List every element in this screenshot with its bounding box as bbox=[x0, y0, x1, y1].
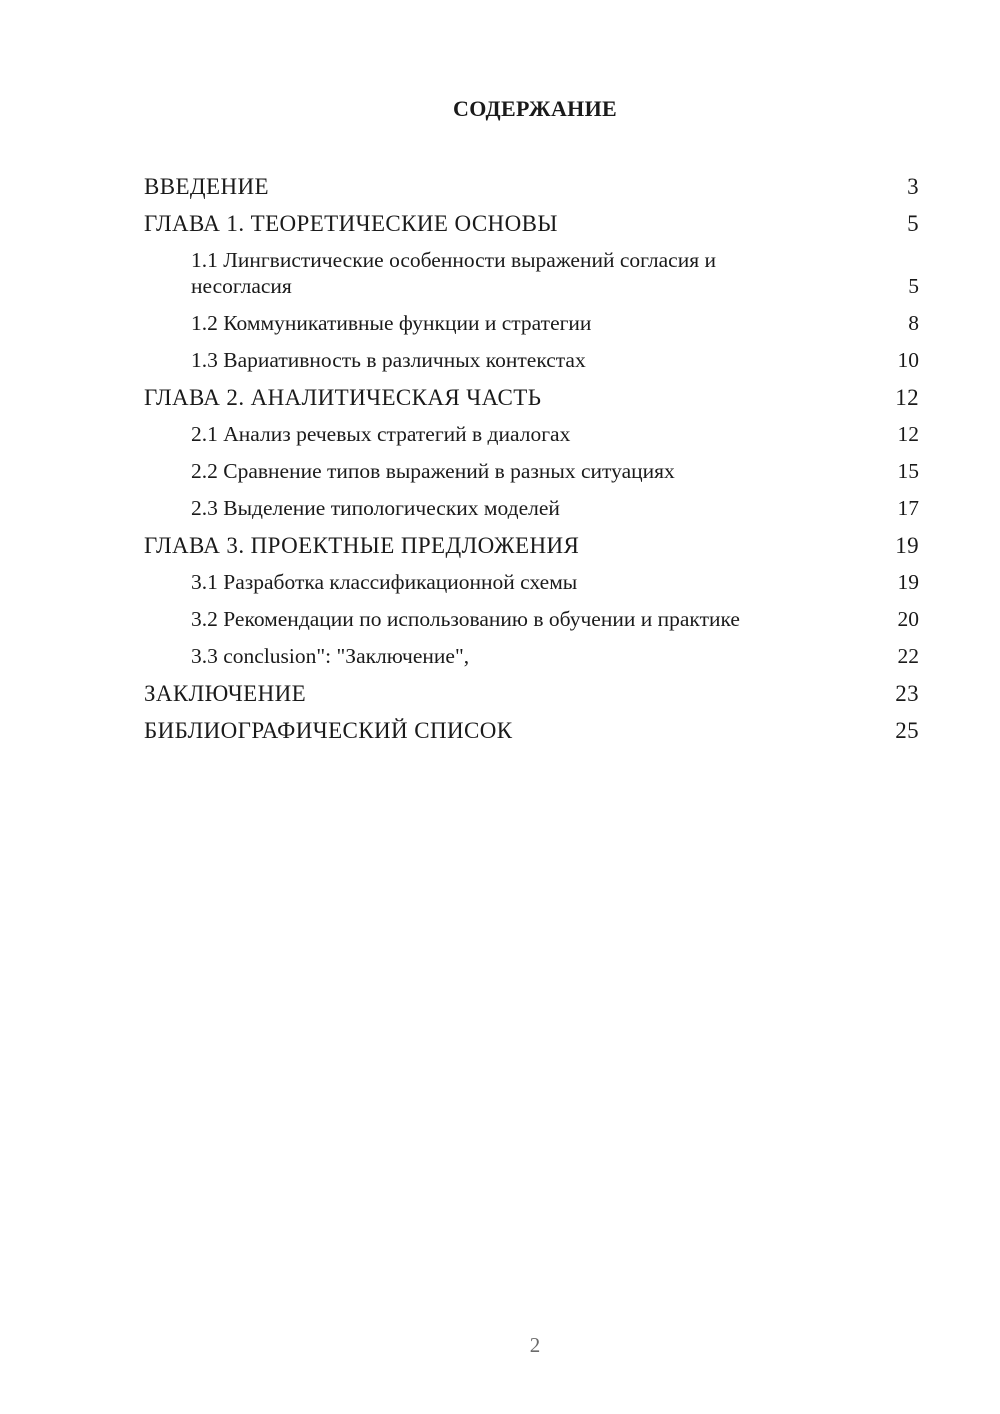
toc-entry-page: 25 bbox=[895, 718, 919, 743]
page-title: СОДЕРЖАНИЕ bbox=[453, 96, 617, 121]
toc-entry-section-2-2[interactable] bbox=[144, 453, 919, 490]
toc-entry-section-2-1[interactable] bbox=[144, 416, 919, 453]
page-number: 2 bbox=[529, 1333, 541, 1357]
toc-entry-bibliography[interactable] bbox=[144, 712, 919, 749]
toc-entry-page: 10 bbox=[897, 348, 919, 372]
table-of-contents bbox=[144, 168, 919, 749]
toc-entry-page: 3 bbox=[907, 174, 919, 199]
toc-entry-label: БИБЛИОГРАФИЧЕСКИЙ СПИСОК bbox=[144, 718, 513, 743]
toc-entry-chapter-2[interactable] bbox=[144, 379, 919, 416]
toc-entry-label: 1.2 Коммуникативные функции и стратегии bbox=[191, 311, 592, 335]
toc-entry-section-1-3[interactable] bbox=[144, 342, 919, 379]
toc-entry-chapter-1[interactable] bbox=[144, 205, 919, 242]
toc-entry-page: 22 bbox=[897, 644, 919, 668]
toc-entry-label: 2.3 Выделение типологических моделей bbox=[191, 496, 560, 520]
toc-entry-section-3-3[interactable] bbox=[144, 638, 919, 675]
toc-entry-label: 3.3 conclusion": "Заключение", bbox=[191, 644, 470, 668]
toc-entry-label: 2.1 Анализ речевых стратегий в диалогах bbox=[191, 422, 571, 446]
toc-entry-chapter-3[interactable] bbox=[144, 527, 919, 564]
toc-entry-conclusion[interactable] bbox=[144, 675, 919, 712]
toc-entry-label: ГЛАВА 2. АНАЛИТИЧЕСКАЯ ЧАСТЬ bbox=[144, 385, 542, 410]
toc-entry-label: 1.1 Лингвистические особенности выражений согласия и несогласия bbox=[191, 248, 716, 298]
toc-entry-section-2-3[interactable] bbox=[144, 490, 919, 527]
toc-entry-label: 3.2 Рекомендации по использованию в обучении и практике bbox=[191, 607, 740, 631]
toc-entry-label: ЗАКЛЮЧЕНИЕ bbox=[144, 681, 307, 706]
toc-entry-label: ГЛАВА 3. ПРОЕКТНЫЕ ПРЕДЛОЖЕНИЯ bbox=[144, 533, 580, 558]
toc-entry-page: 20 bbox=[897, 607, 919, 631]
toc-entry-section-3-2[interactable] bbox=[144, 601, 919, 638]
toc-entry-label: 3.1 Разработка классификационной схемы bbox=[191, 570, 578, 594]
toc-entry-section-1-2[interactable] bbox=[144, 305, 919, 342]
toc-entry-page: 5 bbox=[908, 274, 919, 298]
toc-entry-page: 23 bbox=[895, 681, 919, 706]
toc-entry-page: 12 bbox=[895, 385, 919, 410]
toc-entry-page: 17 bbox=[897, 496, 919, 520]
toc-entry-page: 19 bbox=[895, 533, 919, 558]
toc-entry-label: ВВЕДЕНИЕ bbox=[144, 174, 269, 199]
toc-entry-page: 19 bbox=[897, 570, 919, 594]
toc-entry-section-1-1[interactable] bbox=[144, 242, 919, 305]
toc-entry-section-3-1[interactable] bbox=[144, 564, 919, 601]
toc-entry-introduction[interactable] bbox=[144, 168, 919, 205]
toc-entry-label: ГЛАВА 1. ТЕОРЕТИЧЕСКИЕ ОСНОВЫ bbox=[144, 211, 558, 236]
toc-entry-page: 15 bbox=[897, 459, 919, 483]
toc-entry-label: 1.3 Вариативность в различных контекстах bbox=[191, 348, 586, 372]
toc-entry-label: 2.2 Сравнение типов выражений в разных ситуациях bbox=[191, 459, 675, 483]
toc-entry-page: 5 bbox=[907, 211, 919, 236]
toc-entry-page: 8 bbox=[908, 311, 919, 335]
toc-entry-page: 12 bbox=[897, 422, 919, 446]
